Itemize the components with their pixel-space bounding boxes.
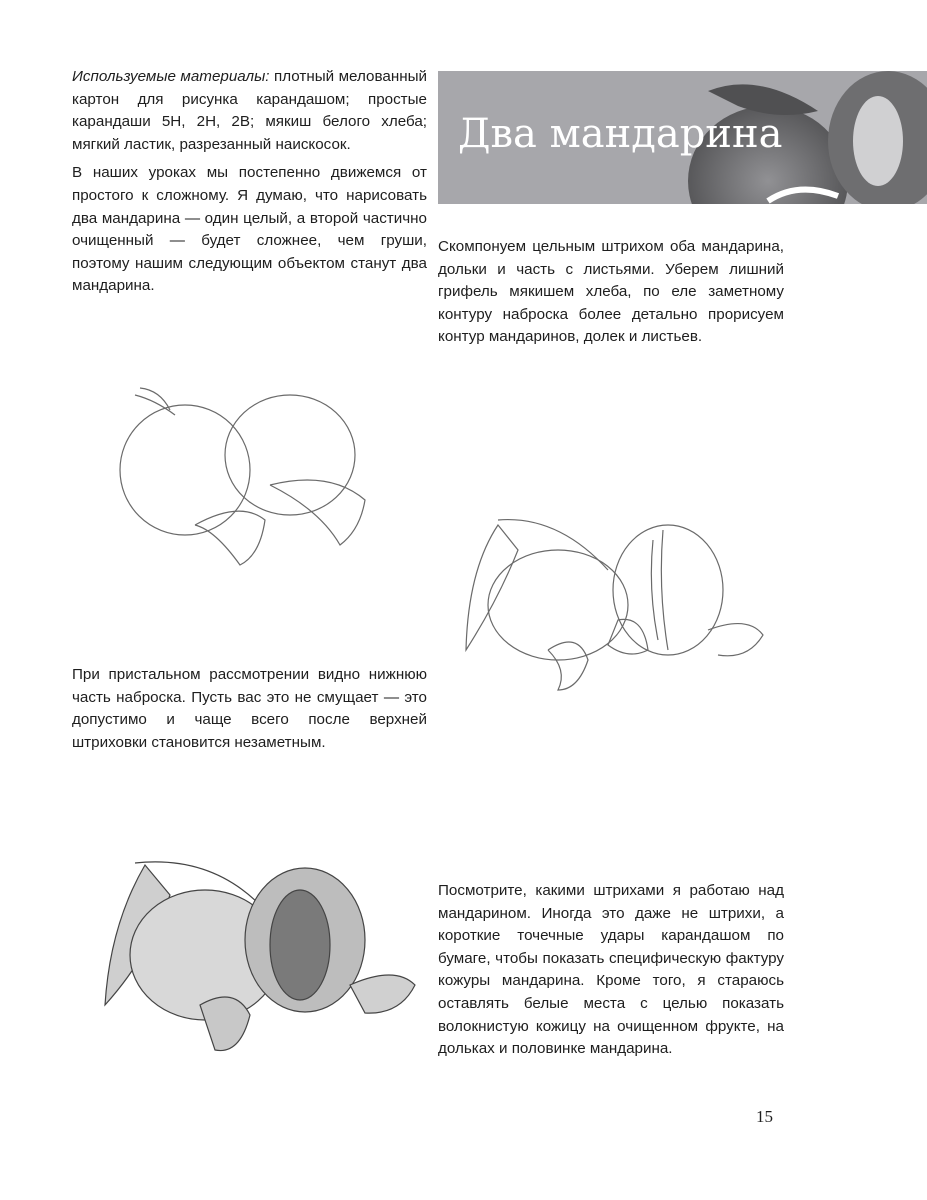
intro-text <box>72 66 427 304</box>
chapter-header <box>438 71 927 204</box>
page-title: Два мандарина <box>458 111 783 157</box>
sketch-detailed-drawing <box>458 510 778 695</box>
materials-text: плотный мелованный картон для рисунка карандашом; простые карандаши 5H, 2H, 2B; мякиш белого хлеба; мягкий ластик, разрезанный наискосок. <box>72 68 427 153</box>
sketch-outline-drawing <box>100 380 390 580</box>
page-number: 15 <box>756 1107 773 1126</box>
materials-paragraph <box>72 66 427 156</box>
materials-label: Используемые материалы: <box>72 68 270 85</box>
step2-text: При пристальном рассмотрении видно нижнюю часть наброска. Пусть вас это не смущает — это допустимо и чаще всего после верхней штриховки становится незаметным. <box>72 666 427 751</box>
intro-paragraph: В наших уроках мы постепенно движемся от простого к сложному. Я думаю, что нарисовать два мандарина — один целый, а второй частично очищенный — будет сложнее, чем груши, поэтому нашим следующим объектом станут два мандарина. <box>72 164 427 295</box>
step1-text: Скомпонуем цельным штрихом оба мандарина, дольки и часть с листьями. Уберем лишний грифель мякишем хлеба, по еле заметному контуру наброска более детально прорисуем контур мандаринов, долек и листьев. <box>438 238 784 346</box>
sketch-shaded-drawing <box>100 855 430 1065</box>
step3-text: Посмотрите, какими штрихами я работаю над мандарином. Иногда это даже не штрихи, а короткие точечные удары карандашом по бумаге, чтобы показать специфическую фактуру кожуры мандарина. Кроме того, я стараюсь оставлять белые места с целью показать волокнистую кожицу на очищенном фрукте, на дольках и половинке мандарина. <box>438 882 784 1058</box>
